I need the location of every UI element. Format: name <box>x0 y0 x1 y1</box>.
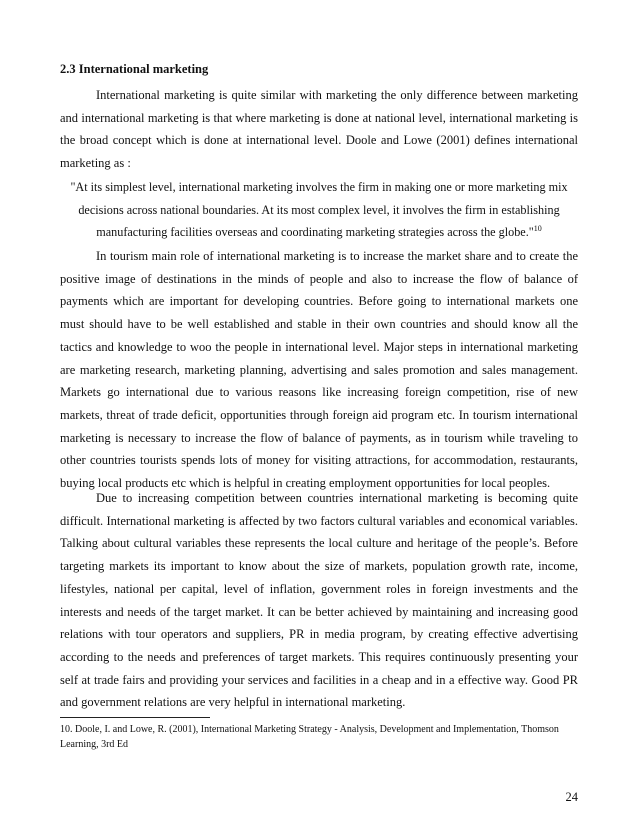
competition-paragraph: Due to increasing competition between countries international marketing is becoming quite difficult. International marketing is affected by two factors cultural variables and economical variables. Talking about cultural variables these represents the local culture and heritage of the people’s. Before targeting markets its important to know about the size of markets, population growth rate, income, lifestyles, national per capital, level of inflation, government roles in foreign investments and the interests and needs of the target market. It can be better achieved by maintaining and increasing good relations with tour operators and suppliers, PR in media program, by creating effective advertising according to the needs and preferences of target markets. This requires continuously presenting your self at trade fairs and providing your services and facilities in a cheap and in a effective way. Good PR and government relations are very helpful in international marketing. <box>60 491 578 710</box>
page-number: 24 <box>565 790 578 804</box>
quote-line-3-text: manufacturing facilities overseas and coordinating marketing strategies across the globe." <box>96 225 534 239</box>
quote-line-1: "At its simplest level, international marketing involves the firm in making one or more marketing mix <box>70 180 568 194</box>
tourism-paragraph: In tourism main role of international marketing is to increase the market share and to create the positive image of destinations in the minds of people and also to increase the flow of balance of payments which are important for developing countries. Before going to international markets one must should have to be well established and stable in their own countries and should know all the tactics and knowledge to woo the people in international level. Major steps in international marketing are marketing research, marketing planning, advertising and sales promotion and sales management. Markets go international due to various reasons like increasing foreign competition, rise of new markets, threat of trade deficit, opportunities through foreign aid program etc. In tourism international marketing is necessary to increase the flow of balance of payments, as in tourism while traveling to other countries tourists spends lots of money for visiting attractions, for accommodation, restaurants, buying local products etc which is helpful in creating employment opportunities for local peoples. <box>60 249 578 491</box>
intro-paragraph: International marketing is quite similar with marketing the only difference between marketing and international marketing is that where marketing is done at national level, international marketing is the broad concept which is done at international level. Doole and Lowe (2001) defines international marketing as : <box>60 88 578 171</box>
footnote-divider <box>60 717 210 718</box>
section-heading: 2.3 International marketing <box>60 62 209 76</box>
quote-line-3 <box>60 221 578 244</box>
footnote: 10. Doole, I. and Lowe, R. (2001), International Marketing Strategy - Analysis, Development and Implementation, Thomson Learning, 3rd Ed <box>60 724 559 750</box>
block-quote <box>60 176 578 244</box>
footnote-reference: 10 <box>533 224 542 233</box>
quote-line-2: decisions across national boundaries. At its most complex level, it involves the firm in establishing <box>78 202 560 217</box>
